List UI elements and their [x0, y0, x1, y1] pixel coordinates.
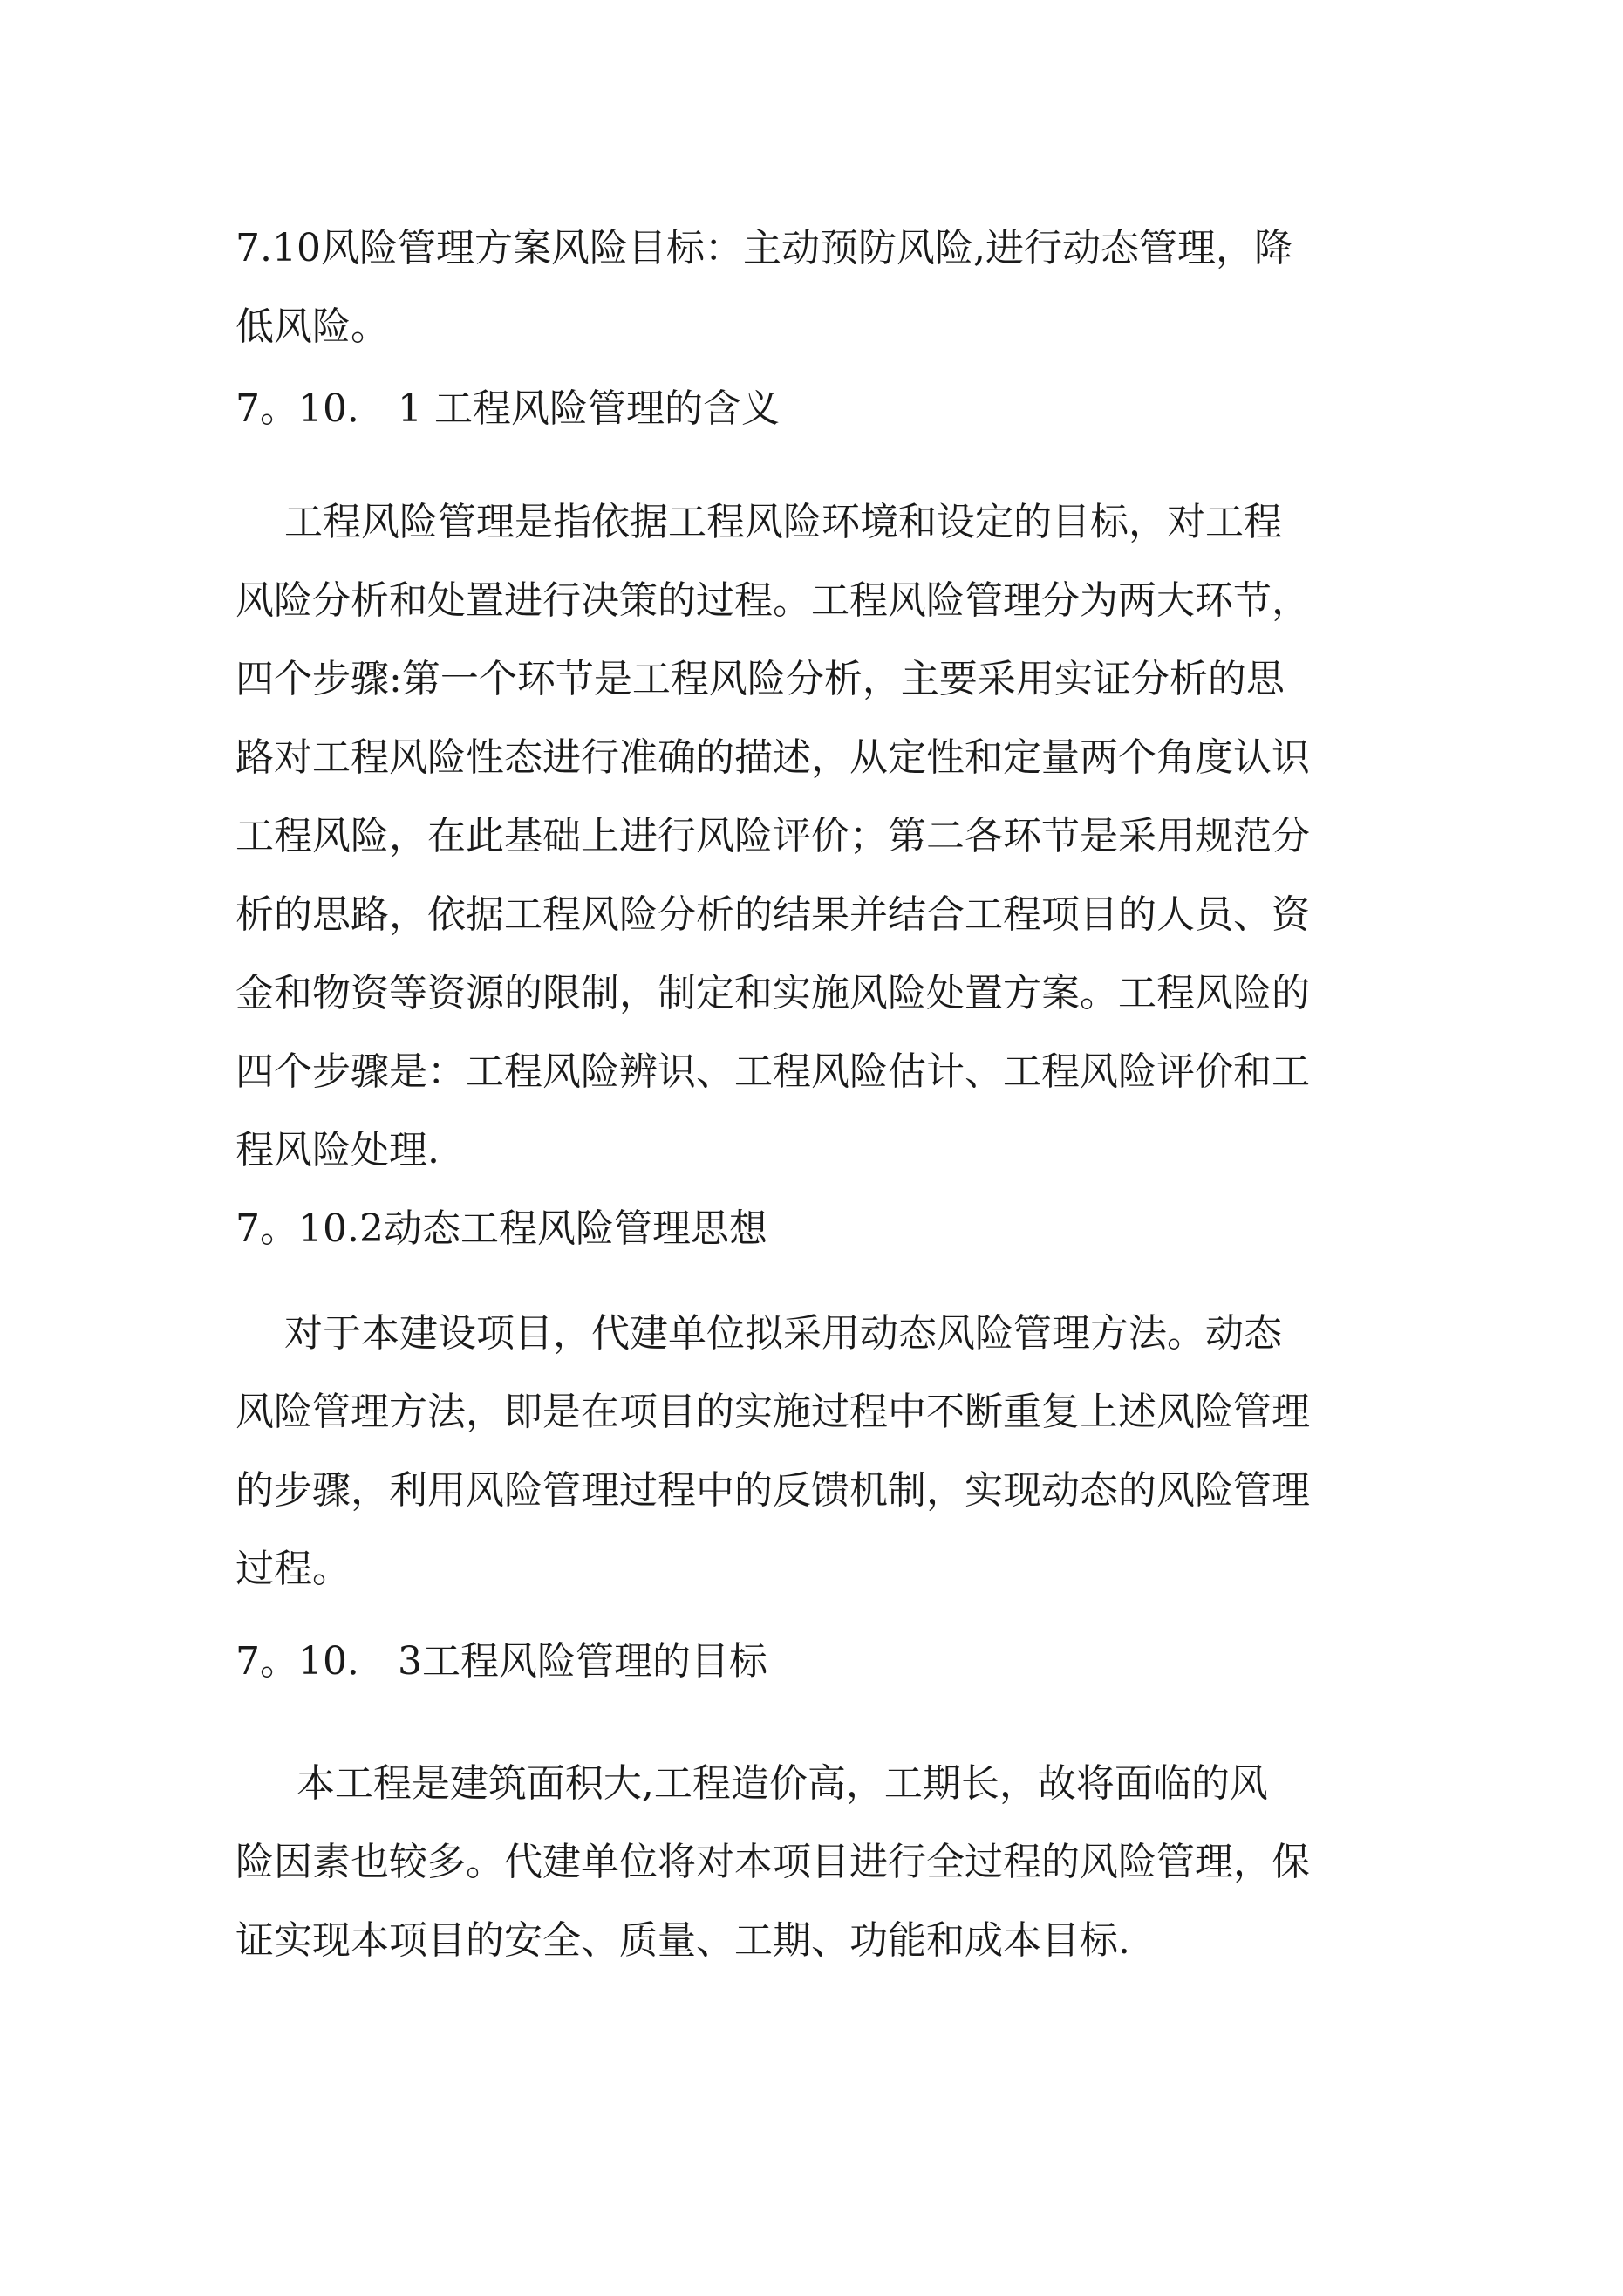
text-line: 的步骤，利用风险管理过程中的反馈机制，实现动态的风险管理 [235, 1468, 1310, 1513]
section-heading: 7。10.2动态工程风险管理思想 [235, 1206, 767, 1251]
text-line: 本工程是建筑面积大,工程造价高，工期长，故将面临的风 [235, 1761, 1268, 1806]
text-line: 四个步骤:第一个环节是工程风险分析，主要采用实证分析的思 [235, 657, 1285, 701]
text-line: 工程风险管理是指依据工程风险环境和设定的目标，对工程 [235, 500, 1282, 544]
text-line: 四个步骤是：工程风险辨识、工程风险估计、工程风险评价和工 [235, 1049, 1310, 1094]
text-line: 证实现本项目的安全、质量、工期、功能和成本目标. [235, 1918, 1130, 1963]
paragraph-7-10-1 [235, 483, 1310, 1190]
text-line: 金和物资等资源的限制，制定和实施风险处置方案。工程风险的 [235, 971, 1310, 1015]
section-7-10-paragraph [235, 209, 1292, 366]
text-line: 风险分析和处置进行决策的过程。工程风险管理分为两大环节， [235, 578, 1310, 623]
text-line: 过程。 [235, 1547, 351, 1591]
text-line: 风险管理方法，即是在项目的实施过程中不断重复上述风险管理 [235, 1390, 1310, 1434]
text-line: 路对工程风险性态进行准确的描述，从定性和定量两个角度认识 [235, 735, 1310, 780]
text-line: 7.10风险管理方案风险目标：主动预防风险,进行动态管理，降 [235, 226, 1292, 270]
text-line: 程风险处理. [235, 1128, 440, 1172]
heading-7-10-1 [235, 370, 780, 448]
text-line: 析的思路，依据工程风险分析的结果并结合工程项目的人员、资 [235, 892, 1310, 937]
text-line: 险因素也较多。代建单位将对本项目进行全过程的风险管理，保 [235, 1840, 1310, 1884]
paragraph-7-10-3 [235, 1745, 1310, 1980]
heading-7-10-3 [235, 1623, 767, 1701]
text-line: 低风险。 [235, 304, 389, 349]
heading-7-10-2 [235, 1190, 767, 1268]
text-line: 工程风险，在此基础上进行风险评价；第二各环节是采用规范分 [235, 814, 1310, 858]
section-heading: 7。10． 3工程风险管理的目标 [235, 1639, 767, 1684]
text-line: 对于本建设项目，代建单位拟采用动态风险管理方法。动态 [235, 1311, 1282, 1356]
paragraph-7-10-2 [235, 1295, 1310, 1609]
section-heading: 7。10． 1 工程风险管理的含义 [235, 386, 780, 431]
